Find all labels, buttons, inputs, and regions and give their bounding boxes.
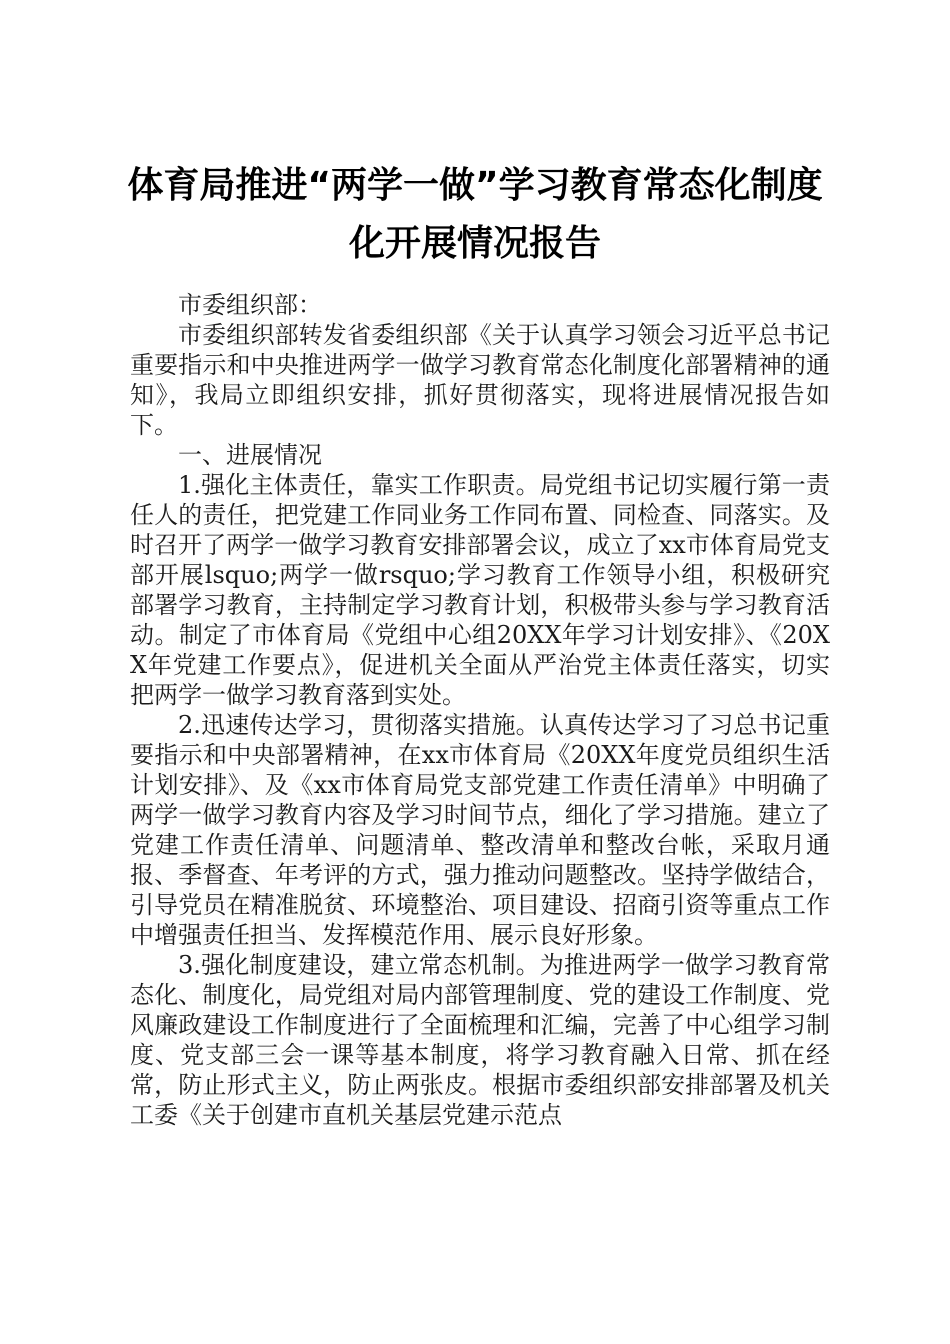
document-title-line-1: 体育局推进“两学一做”学习教育常态化制度 bbox=[127, 165, 823, 206]
paragraph-item-1: 1.强化主体责任，靠实工作职责。局党组书记切实履行第一责任人的责任，把党建工作同业务工作同布置、同检查、同落实。及时召开了两学一做学习教育安排部署会议，成立了xx市体育局党支部开展lsquo;两学一做rsquo;学习教育工作领导小组，积极研究部署学习教育，主持制定学习教育计划，积极带头参与学习教育活动。制定了市体育局《党组中心组20XX年学习计划安排》、《20XX年党建工作要点》，促进机关全面从严治党主体责任落实，切实把两学一做学习教育落到实处。 bbox=[130, 471, 830, 709]
paragraph-item-3: 3.强化制度建设，建立常态机制。为推进两学一做学习教育常态化、制度化，局党组对局内部管理制度、党的建设工作制度、党风廉政建设工作制度进行了全面梳理和汇编，完善了中心组学习制度、党支部三会一课等基本制度，将学习教育融入日常、抓在经常，防止形式主义，防止两张皮。根据市委组织部安排部署及机关工委《关于创建市直机关基层党建示范点 bbox=[130, 951, 830, 1129]
document-title-line-2: 化开展情况报告 bbox=[348, 223, 601, 264]
section-heading: 一、进展情况 bbox=[178, 441, 322, 469]
document-body bbox=[130, 290, 830, 1130]
salutation: 市委组织部： bbox=[178, 291, 322, 319]
paragraph-item-2: 2.迅速传达学习，贯彻落实措施。认真传达学习了习总书记重要指示和中央部署精神，在xx市体育局《20XX年度党员组织生活计划安排》、及《xx市体育局党支部党建工作责任清单》中明确了两学一做学习教育内容及学习时间节点，细化了学习措施。建立了党建工作责任清单、问题清单、整改清单和整改台帐，采取月通报、季督查、年考评的方式，强力推动问题整改。坚持学做结合，引导党员在精准脱贫、环境整治、项目建设、招商引资等重点工作中增强责任担当、发挥模范作用、展示良好形象。 bbox=[130, 711, 830, 949]
intro-paragraph: 市委组织部转发省委组织部《关于认真学习领会习近平总书记重要指示和中央推进两学一做学习教育常态化制度化部署精神的通知》，我局立即组织安排，抓好贯彻落实，现将进展情况报告如下。 bbox=[130, 321, 830, 439]
